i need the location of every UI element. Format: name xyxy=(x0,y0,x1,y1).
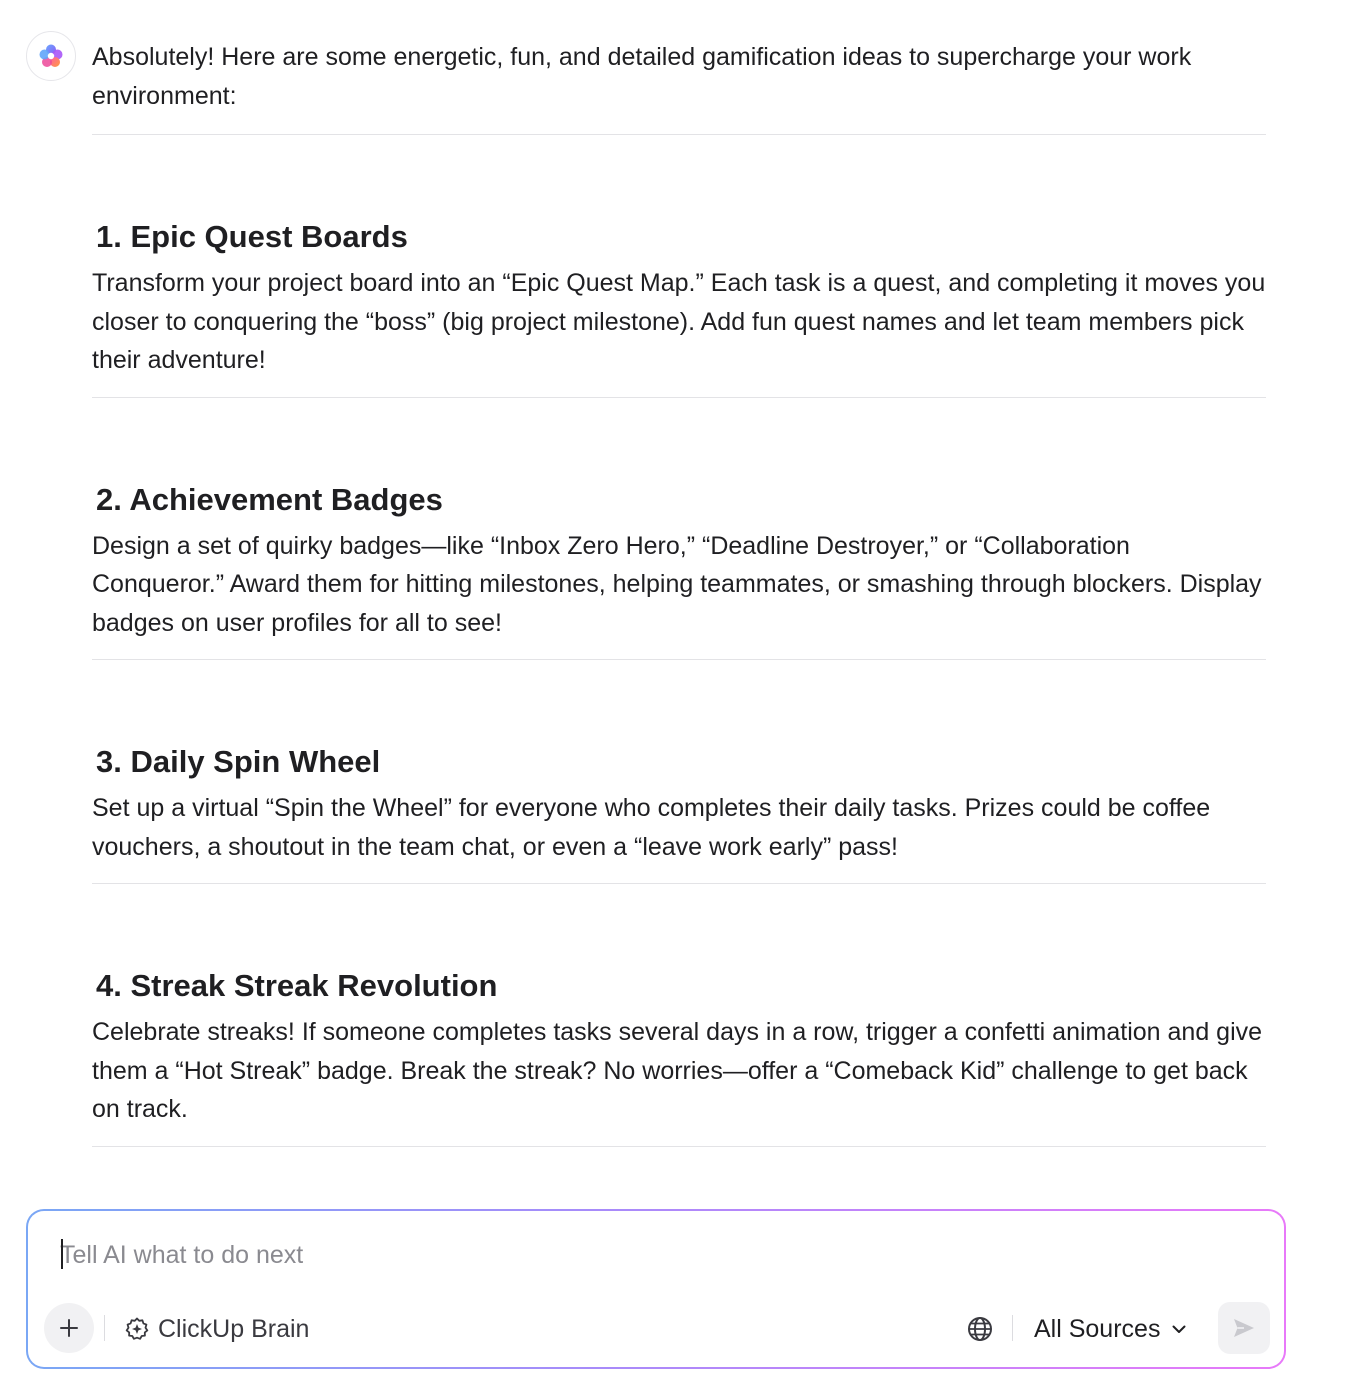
add-attachment-button[interactable] xyxy=(44,1303,94,1353)
idea-section xyxy=(92,135,1266,398)
section-heading: 1. Epic Quest Boards xyxy=(96,219,408,254)
brain-icon xyxy=(124,1316,150,1342)
clickup-brain-label: ClickUp Brain xyxy=(158,1314,310,1343)
idea-section xyxy=(92,398,1266,661)
prompt-input[interactable] xyxy=(60,1235,1240,1275)
globe-icon xyxy=(966,1315,994,1343)
section-body: Design a set of quirky badges—like “Inbox Zero Hero,” “Deadline Destroyer,” or “Collaboration Conqueror.” Award them for hitting milestones, helping teammates, or smashing through blockers. Display badges on user profiles for all to see! xyxy=(92,531,1262,637)
assistant-message xyxy=(92,38,1266,1147)
toolbar-separator xyxy=(104,1315,105,1341)
assistant-avatar xyxy=(26,31,76,81)
clickup-brain-button[interactable] xyxy=(124,1309,309,1349)
section-body: Set up a virtual “Spin the Wheel” for everyone who completes their daily tasks. Prizes could be coffee vouchers, a shoutout in the team chat, or even a “leave work early” pass! xyxy=(92,794,1211,861)
idea-section xyxy=(92,660,1266,884)
clickup-brain-logo-icon xyxy=(37,42,65,70)
divider xyxy=(92,1146,1266,1147)
ai-composer xyxy=(26,1209,1286,1369)
text-caret xyxy=(61,1239,63,1269)
plus-icon xyxy=(58,1317,80,1339)
web-search-toggle[interactable] xyxy=(964,1313,996,1345)
section-body: Celebrate streaks! If someone completes tasks several days in a row, trigger a confetti animation and give them a “Hot Streak” badge. Break the streak? No worries—offer a “Comeback Kid” challenge to get back on track. xyxy=(92,1018,1263,1123)
section-heading: 4. Streak Streak Revolution xyxy=(96,968,498,1003)
idea-section xyxy=(92,884,1266,1147)
section-heading: 3. Daily Spin Wheel xyxy=(96,744,381,779)
sources-label: All Sources xyxy=(1034,1314,1161,1343)
sources-dropdown[interactable] xyxy=(1034,1309,1188,1349)
message-intro: Absolutely! Here are some energetic, fun, and detailed gamification ideas to supercharge your work environment: xyxy=(92,43,1192,110)
section-body: Transform your project board into an “Epic Quest Map.” Each task is a quest, and completing it moves you closer to conquering the “boss” (big project milestone). Add fun quest names and let team members pick their adventure! xyxy=(92,269,1266,374)
send-button[interactable] xyxy=(1218,1302,1270,1354)
toolbar-separator xyxy=(1012,1315,1013,1341)
section-heading: 2. Achievement Badges xyxy=(96,481,443,517)
send-icon xyxy=(1231,1315,1257,1341)
chevron-down-icon xyxy=(1170,1320,1188,1338)
